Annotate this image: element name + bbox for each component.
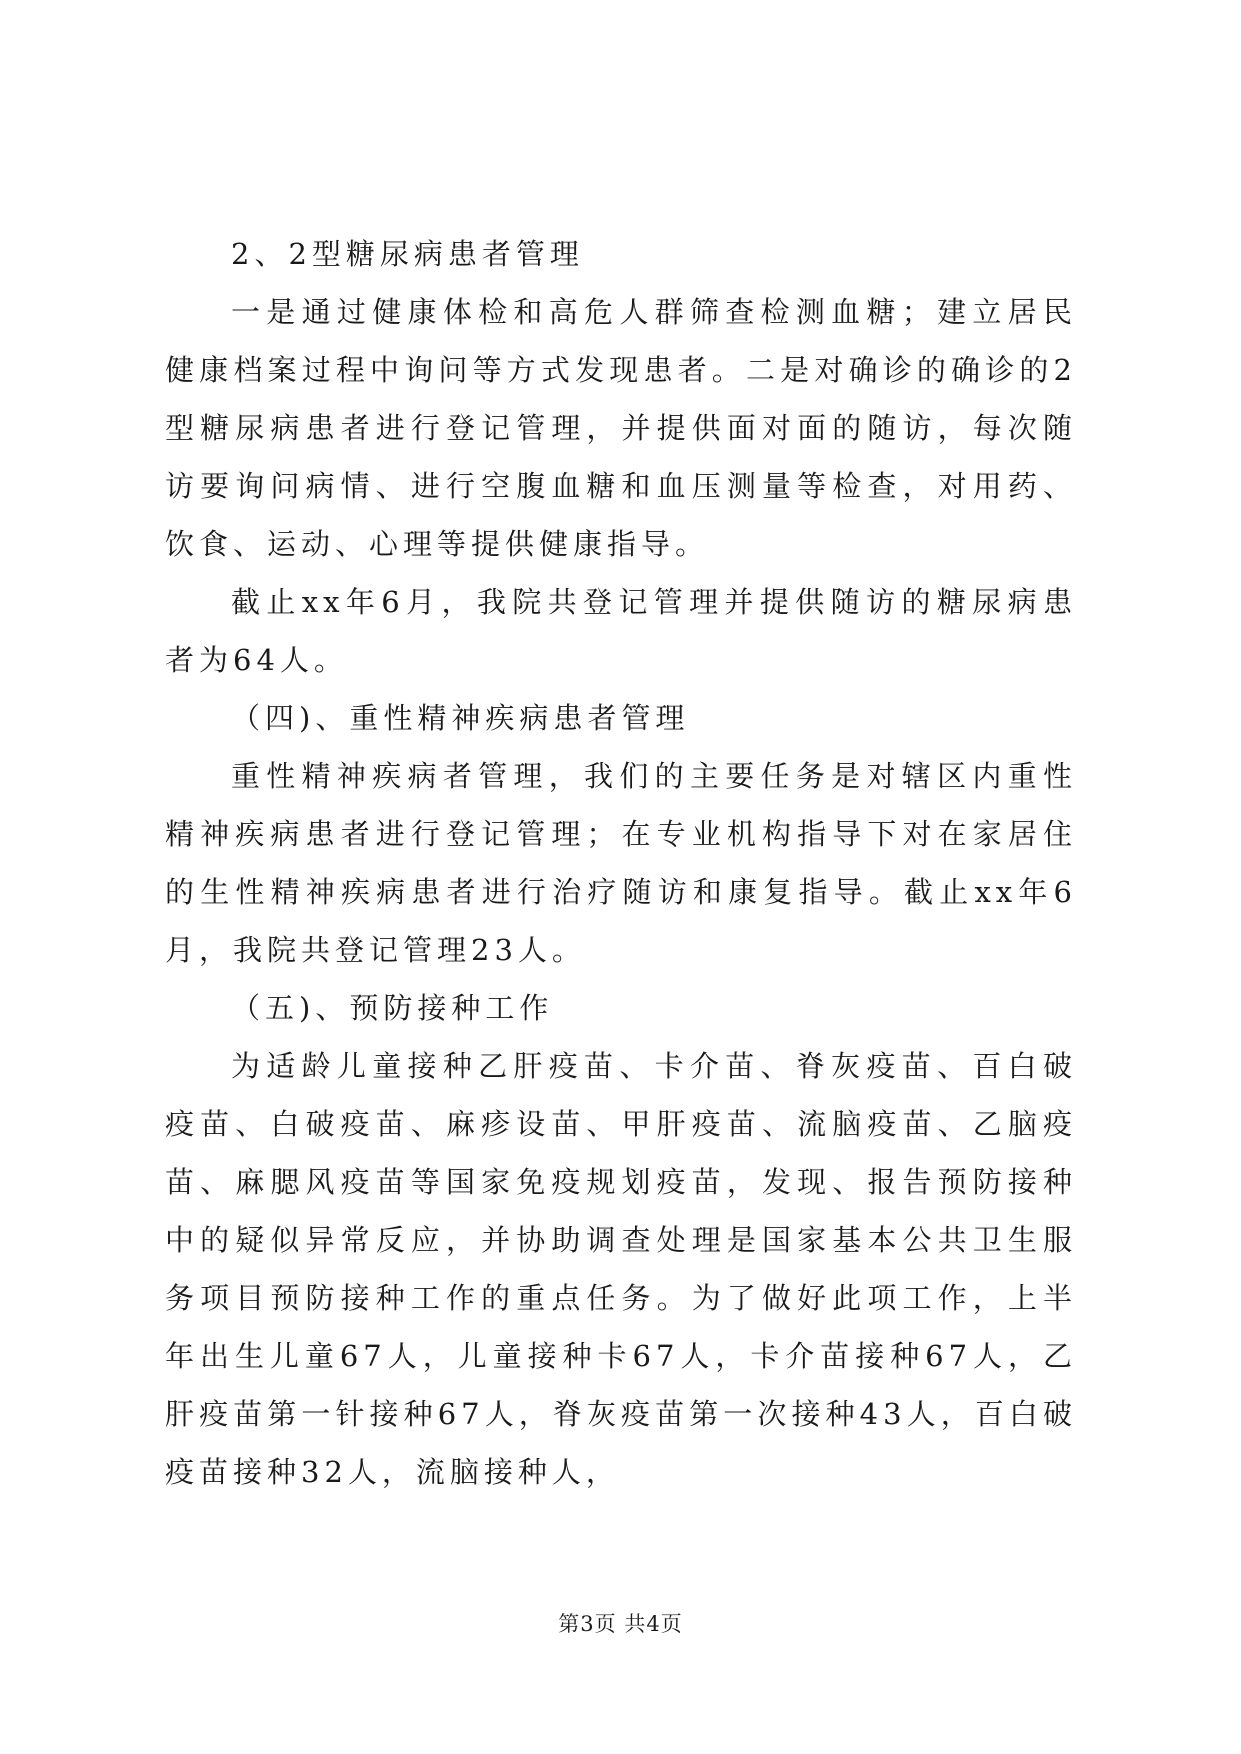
paragraph-mental-illness: 重性精神疾病者管理，我们的主要任务是对辖区内重性精神疾病患者进行登记管理；在专业机构指导下对在家居住的生性精神疾病患者进行治疗随访和康复指导。截止xx年6月，我院共登记管理23人。 <box>165 759 1077 967</box>
page-footer: 第3页 共4页 <box>558 1612 683 1636</box>
paragraph-diabetes-process: 一是通过健康体检和高危人群筛查检测血糖；建立居民健康档案过程中询问等方式发现患者。二是对确诊的确诊的2型糖尿病患者进行登记管理，并提供面对面的随访，每次随访要询问病情、进行空腹血糖和血压测量等检查，对用药、饮食、运动、心理等提供健康指导。 <box>165 295 1077 561</box>
paragraph-diabetes-count: 截止xx年6月，我院共登记管理并提供随访的糖尿病患者为64人。 <box>165 585 1077 677</box>
section-heading-diabetes: 2、2型糖尿病患者管理 <box>231 237 584 271</box>
paragraph-vaccination: 为适龄儿童接种乙肝疫苗、卡介苗、脊灰疫苗、百白破疫苗、白破疫苗、麻疹设苗、甲肝疫苗、流脑疫苗、乙脑疫苗、麻腮风疫苗等国家免疫规划疫苗，发现、报告预防接种中的疑似异常反应，并协助调查处理是国家基本公共卫生服务项目预防接种工作的重点任务。为了做好此项工作，上半年出生儿童67人，儿童接种卡67人，卡介苗接种67人，乙肝疫苗第一针接种67人，脊灰疫苗第一次接种43人，百白破疫苗接种32人，流脑接种人， <box>165 1049 1077 1489</box>
section-heading-mental-illness: （四)、重性精神疾病患者管理 <box>231 701 690 735</box>
document-body <box>165 225 1077 1501</box>
section-heading-vaccination: （五)、预防接种工作 <box>231 991 554 1025</box>
